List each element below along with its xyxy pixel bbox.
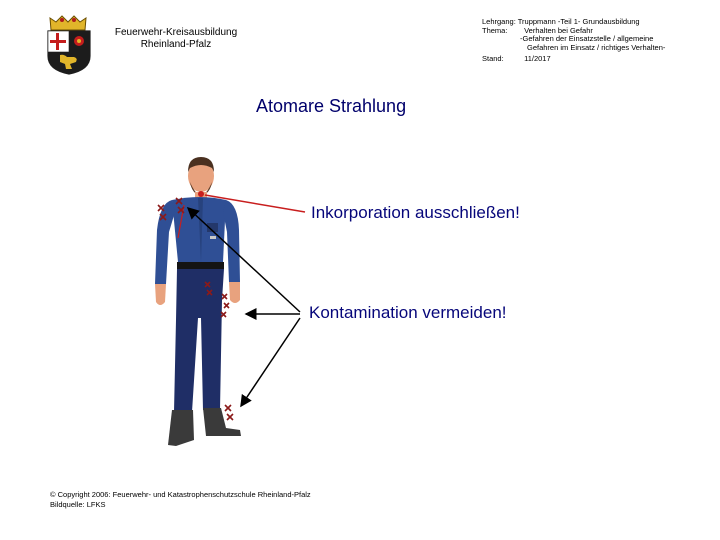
org-line-2: Rheinland-Pfalz [140, 39, 212, 50]
course-meta [482, 18, 665, 64]
status-label: Stand: [482, 53, 504, 63]
organization-name [108, 27, 244, 51]
callout-kontamination: Kontamination vermeiden! [309, 303, 507, 322]
topic-label: Thema: [482, 25, 508, 35]
copyright-text: © Copyright 2006: Feuerwehr- und Katastrophenschutzschule Rheinland-Pfalz [50, 490, 311, 499]
status-value: 11/2017 [524, 53, 551, 63]
firefighter-illustration [155, 157, 241, 446]
coat-of-arms-icon [48, 16, 90, 74]
footer [50, 490, 311, 510]
course-value: Truppmann -Teil 1- Grundausbildung [517, 17, 640, 26]
org-line-1: Feuerwehr-Kreisausbildung [114, 27, 238, 38]
topic-line-3: Gefahren im Einsatz / richtiges Verhalten- [527, 43, 666, 53]
course-label: Lehrgang: [482, 17, 516, 26]
slide-title: Atomare Strahlung [256, 96, 407, 116]
callout-inkorporation: Inkorporation ausschließen! [311, 203, 520, 222]
topic-line-2: -Gefahren der Einsatzstelle / allgemeine [520, 34, 654, 44]
topic-line-1: Verhalten bei Gefahr [524, 25, 593, 35]
image-source-text: Bildquelle: LFKS [50, 500, 106, 509]
